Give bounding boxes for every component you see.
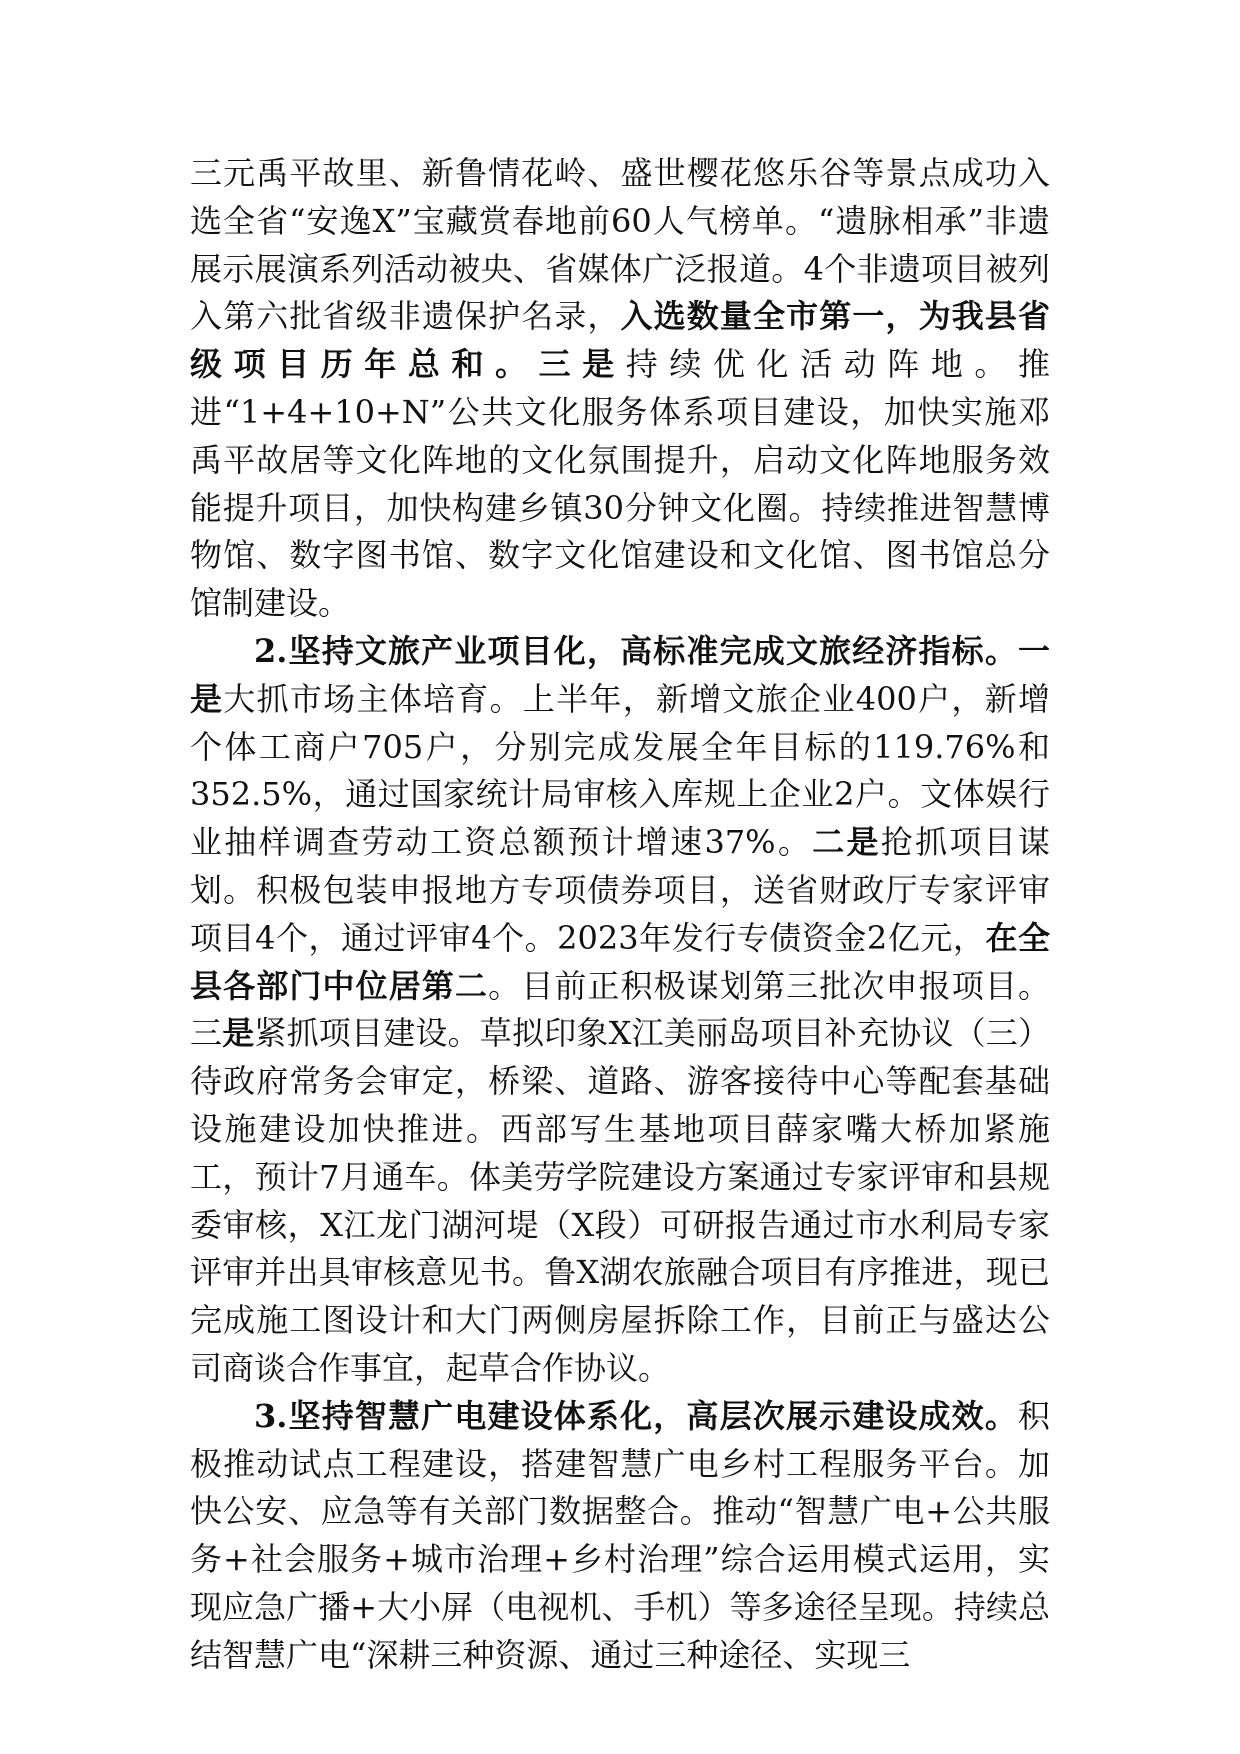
paragraph-tourism-industry: [190, 628, 1050, 1393]
document-body: [190, 150, 1050, 1680]
paragraph-text: 抢抓项目谋划。积极包装申报地方专项债券项目，送省财政厅专家评审项目4个，通过评审4个。2023年发行专债资金2亿元，: [190, 823, 1050, 957]
paragraph-emphasis: 二是: [812, 823, 881, 862]
paragraph-text: 紧抓项目建设。草拟印象X江美丽岛项目补充协议（三）待政府常务会审定，桥梁、道路、游客接待中心等配套基础设施建设加快推进。西部写生基地项目薛家嘴大桥加紧施工，预计7月通车。体美劳学院建设方案通过专家评审和县规委审核，X江龙门湖河堤（X段）可研报告通过市水利局专家评审并出具审核意见书。鲁X湖农旅融合项目有序推进，现已完成施工图设计和大门两侧房屋拆除工作，目前正与盛达公司商谈合作事宜，起草合作协议。: [190, 1014, 1050, 1387]
paragraph-culture-positions: [190, 150, 1050, 628]
section-heading-2: 2.坚持文旅产业项目化，高标准完成文旅经济指标。一是: [190, 631, 1050, 718]
paragraph-text: 三元禹平故里、新鲁情花岭、盛世樱花悠乐谷等景点成功入选全省“安逸X”宝藏赏春地前60人气榜单。“遗脉相承”非遗展示展演系列活动被央、省媒体广泛报道。4个非遗项目被列入第六批省级非遗保护名录，: [190, 154, 1050, 336]
paragraph-smart-broadcast: [190, 1393, 1050, 1680]
paragraph-emphasis: 入选数量全市第一，为我县省级项目历年总和。三是: [190, 297, 1050, 384]
paragraph-emphasis: 是: [222, 1014, 255, 1053]
paragraph-text: 持续优化活动阵地。推进“1+4+10+N”公共文化服务体系项目建设，加快实施邓禹平故居等文化阵地的文化氛围提升，启动文化阵地服务效能提升项目，加快构建乡镇30分钟文化圈。持续推进智慧博物馆、数字图书馆、数字文化馆建设和文化馆、图书馆总分馆制建设。: [190, 345, 1050, 623]
section-heading-3: 3.坚持智慧广电建设体系化，高层次展示建设成效。: [254, 1396, 1018, 1435]
paragraph-text: 大抓市场主体培育。上半年，新增文旅企业400户，新增个体工商户705户，分别完成发展全年目标的119.76%和352.5%，通过国家统计局审核入库规上企业2户。文体娱行业抽样调查劳动工资总额预计增速37%。: [190, 679, 1050, 862]
paragraph-text: 积极推动试点工程建设，搭建智慧广电乡村工程服务平台。加快公安、应急等有关部门数据整合。推动“智慧广电+公共服务+社会服务+城市治理+乡村治理”综合运用模式运用，实现应急广播+大小屏（电视机、手机）等多途径呈现。持续总结智慧广电“深耕三种资源、通过三种途径、实现三: [190, 1396, 1050, 1674]
paragraph-emphasis: 在全县各部门中位居第二: [190, 918, 1050, 1005]
paragraph-text: 。目前正积极谋划第三批次申报项目。三: [190, 966, 1050, 1053]
